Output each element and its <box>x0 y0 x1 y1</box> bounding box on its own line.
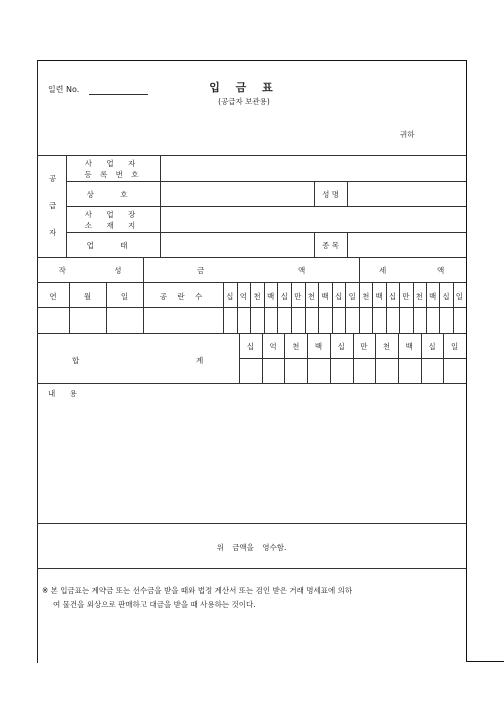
reg-no-label-line2: 등 록 번 호 <box>84 170 142 179</box>
amount-digit-label: 백 <box>321 292 329 301</box>
rule <box>37 282 466 283</box>
content-label: 내 용 <box>48 389 83 398</box>
date-header: 작 성 <box>58 266 122 275</box>
form-border <box>37 60 467 661</box>
rule <box>37 257 466 258</box>
amount-digit-label: 십 <box>334 292 343 301</box>
content-field[interactable] <box>40 400 464 520</box>
total-digit-label: 억 <box>269 342 277 351</box>
rule <box>250 282 251 333</box>
rule <box>69 282 70 333</box>
rule <box>439 282 440 333</box>
rule <box>453 282 454 333</box>
honorific-label: 귀하 <box>400 130 415 139</box>
receipt-text: 위 금액을 영수함. <box>216 543 287 552</box>
page-subtitle: (공급자 보관용) <box>218 97 270 106</box>
business-item-label: 종 목 <box>322 241 339 250</box>
tax-digit-label: 십 <box>388 292 397 301</box>
total-label-1: 합 <box>72 356 80 365</box>
rule <box>264 282 265 333</box>
date-col-month: 월 <box>83 292 92 301</box>
business-type-field[interactable] <box>161 233 313 256</box>
rule <box>332 282 333 333</box>
amount-digit-label: 만 <box>294 292 302 301</box>
reg-no-field[interactable] <box>161 156 465 180</box>
rule <box>426 282 427 333</box>
reg-no-label-line1: 사 업 자 <box>84 159 142 168</box>
total-digit-label: 십 <box>246 342 254 351</box>
amount-digit-label: 십 <box>280 292 288 301</box>
rule <box>37 523 466 524</box>
tax-digit-label: 만 <box>402 292 410 301</box>
amount-digit-label: 십 <box>226 292 234 301</box>
company-label: 상 호 <box>86 190 140 199</box>
rule <box>291 282 292 333</box>
tax-digit-label: 천 <box>362 292 370 301</box>
rule <box>318 282 319 333</box>
tax-header-2: 액 <box>437 266 445 275</box>
total-label-2: 계 <box>196 356 204 365</box>
tax-header-1: 세 <box>379 266 387 275</box>
form-border-left <box>37 60 38 663</box>
total-digit-label: 십 <box>428 342 436 351</box>
rule <box>37 333 466 334</box>
tax-digit-label: 일 <box>455 292 463 301</box>
amount-digit-label: 일 <box>348 292 356 301</box>
total-digit-label: 백 <box>314 342 323 351</box>
total-digit-label: 백 <box>405 342 413 351</box>
name-label: 성 명 <box>322 190 339 199</box>
address-label-line2: 소 재 지 <box>84 221 142 230</box>
tax-digit-label: 천 <box>415 292 423 301</box>
footnote-line-1: ※ 본 입금표는 계약금 또는 선수금을 받을 때와 법정 계산서 또는 검인 받은 거래 명세표에 의하 <box>42 586 353 595</box>
total-digit-label: 천 <box>382 342 391 351</box>
amount-digit-label: 억 <box>239 292 248 301</box>
amount-digit-label: 백 <box>266 292 275 301</box>
rule <box>305 282 306 333</box>
date-col-day: 일 <box>120 292 129 301</box>
form-border-tail <box>466 661 504 662</box>
tax-digit-label: 백 <box>428 292 437 301</box>
page-title: 입 금 표 <box>209 81 279 94</box>
rule <box>372 282 373 333</box>
business-item-field[interactable] <box>348 233 465 256</box>
rule <box>66 155 67 257</box>
supplier-side-label-1: 공 <box>49 174 57 183</box>
business-type-label: 업 태 <box>86 241 140 250</box>
blank-count-label: 공 란 수 <box>159 292 207 301</box>
serial-label: 일련 No. <box>48 85 80 94</box>
serial-number-field[interactable] <box>89 94 148 95</box>
rule <box>106 282 107 333</box>
total-digit-label: 천 <box>292 342 300 351</box>
address-label-line1: 사 업 장 <box>84 210 142 219</box>
rule <box>345 282 346 333</box>
rule <box>386 282 387 333</box>
total-digit-label: 십 <box>337 342 345 351</box>
company-field[interactable] <box>161 182 313 205</box>
rule <box>399 282 400 333</box>
rule <box>37 383 466 384</box>
address-field[interactable] <box>161 207 465 231</box>
amount-header-2: 액 <box>298 266 306 275</box>
tax-digit-label: 백 <box>375 292 383 301</box>
rule <box>223 282 224 333</box>
total-digit-label: 일 <box>451 342 459 351</box>
amount-header-1: 금 <box>197 266 205 275</box>
rule <box>277 282 278 333</box>
footnote-line-2: 여 물건을 외상으로 판매하고 대금을 받을 때 사용하는 것이다. <box>53 600 256 609</box>
rule <box>413 282 414 333</box>
supplier-side-label-2: 급 <box>49 201 57 210</box>
tax-digit-label: 십 <box>442 292 450 301</box>
date-col-year: 연 <box>49 292 57 301</box>
amount-digit-label: 천 <box>307 292 316 301</box>
supplier-side-label-3: 자 <box>49 228 57 237</box>
name-field[interactable] <box>348 182 465 205</box>
rule <box>37 307 466 308</box>
total-digit-label: 만 <box>360 342 368 351</box>
amount-digit-label: 천 <box>253 292 261 301</box>
rule <box>237 282 238 333</box>
rule <box>37 568 466 569</box>
